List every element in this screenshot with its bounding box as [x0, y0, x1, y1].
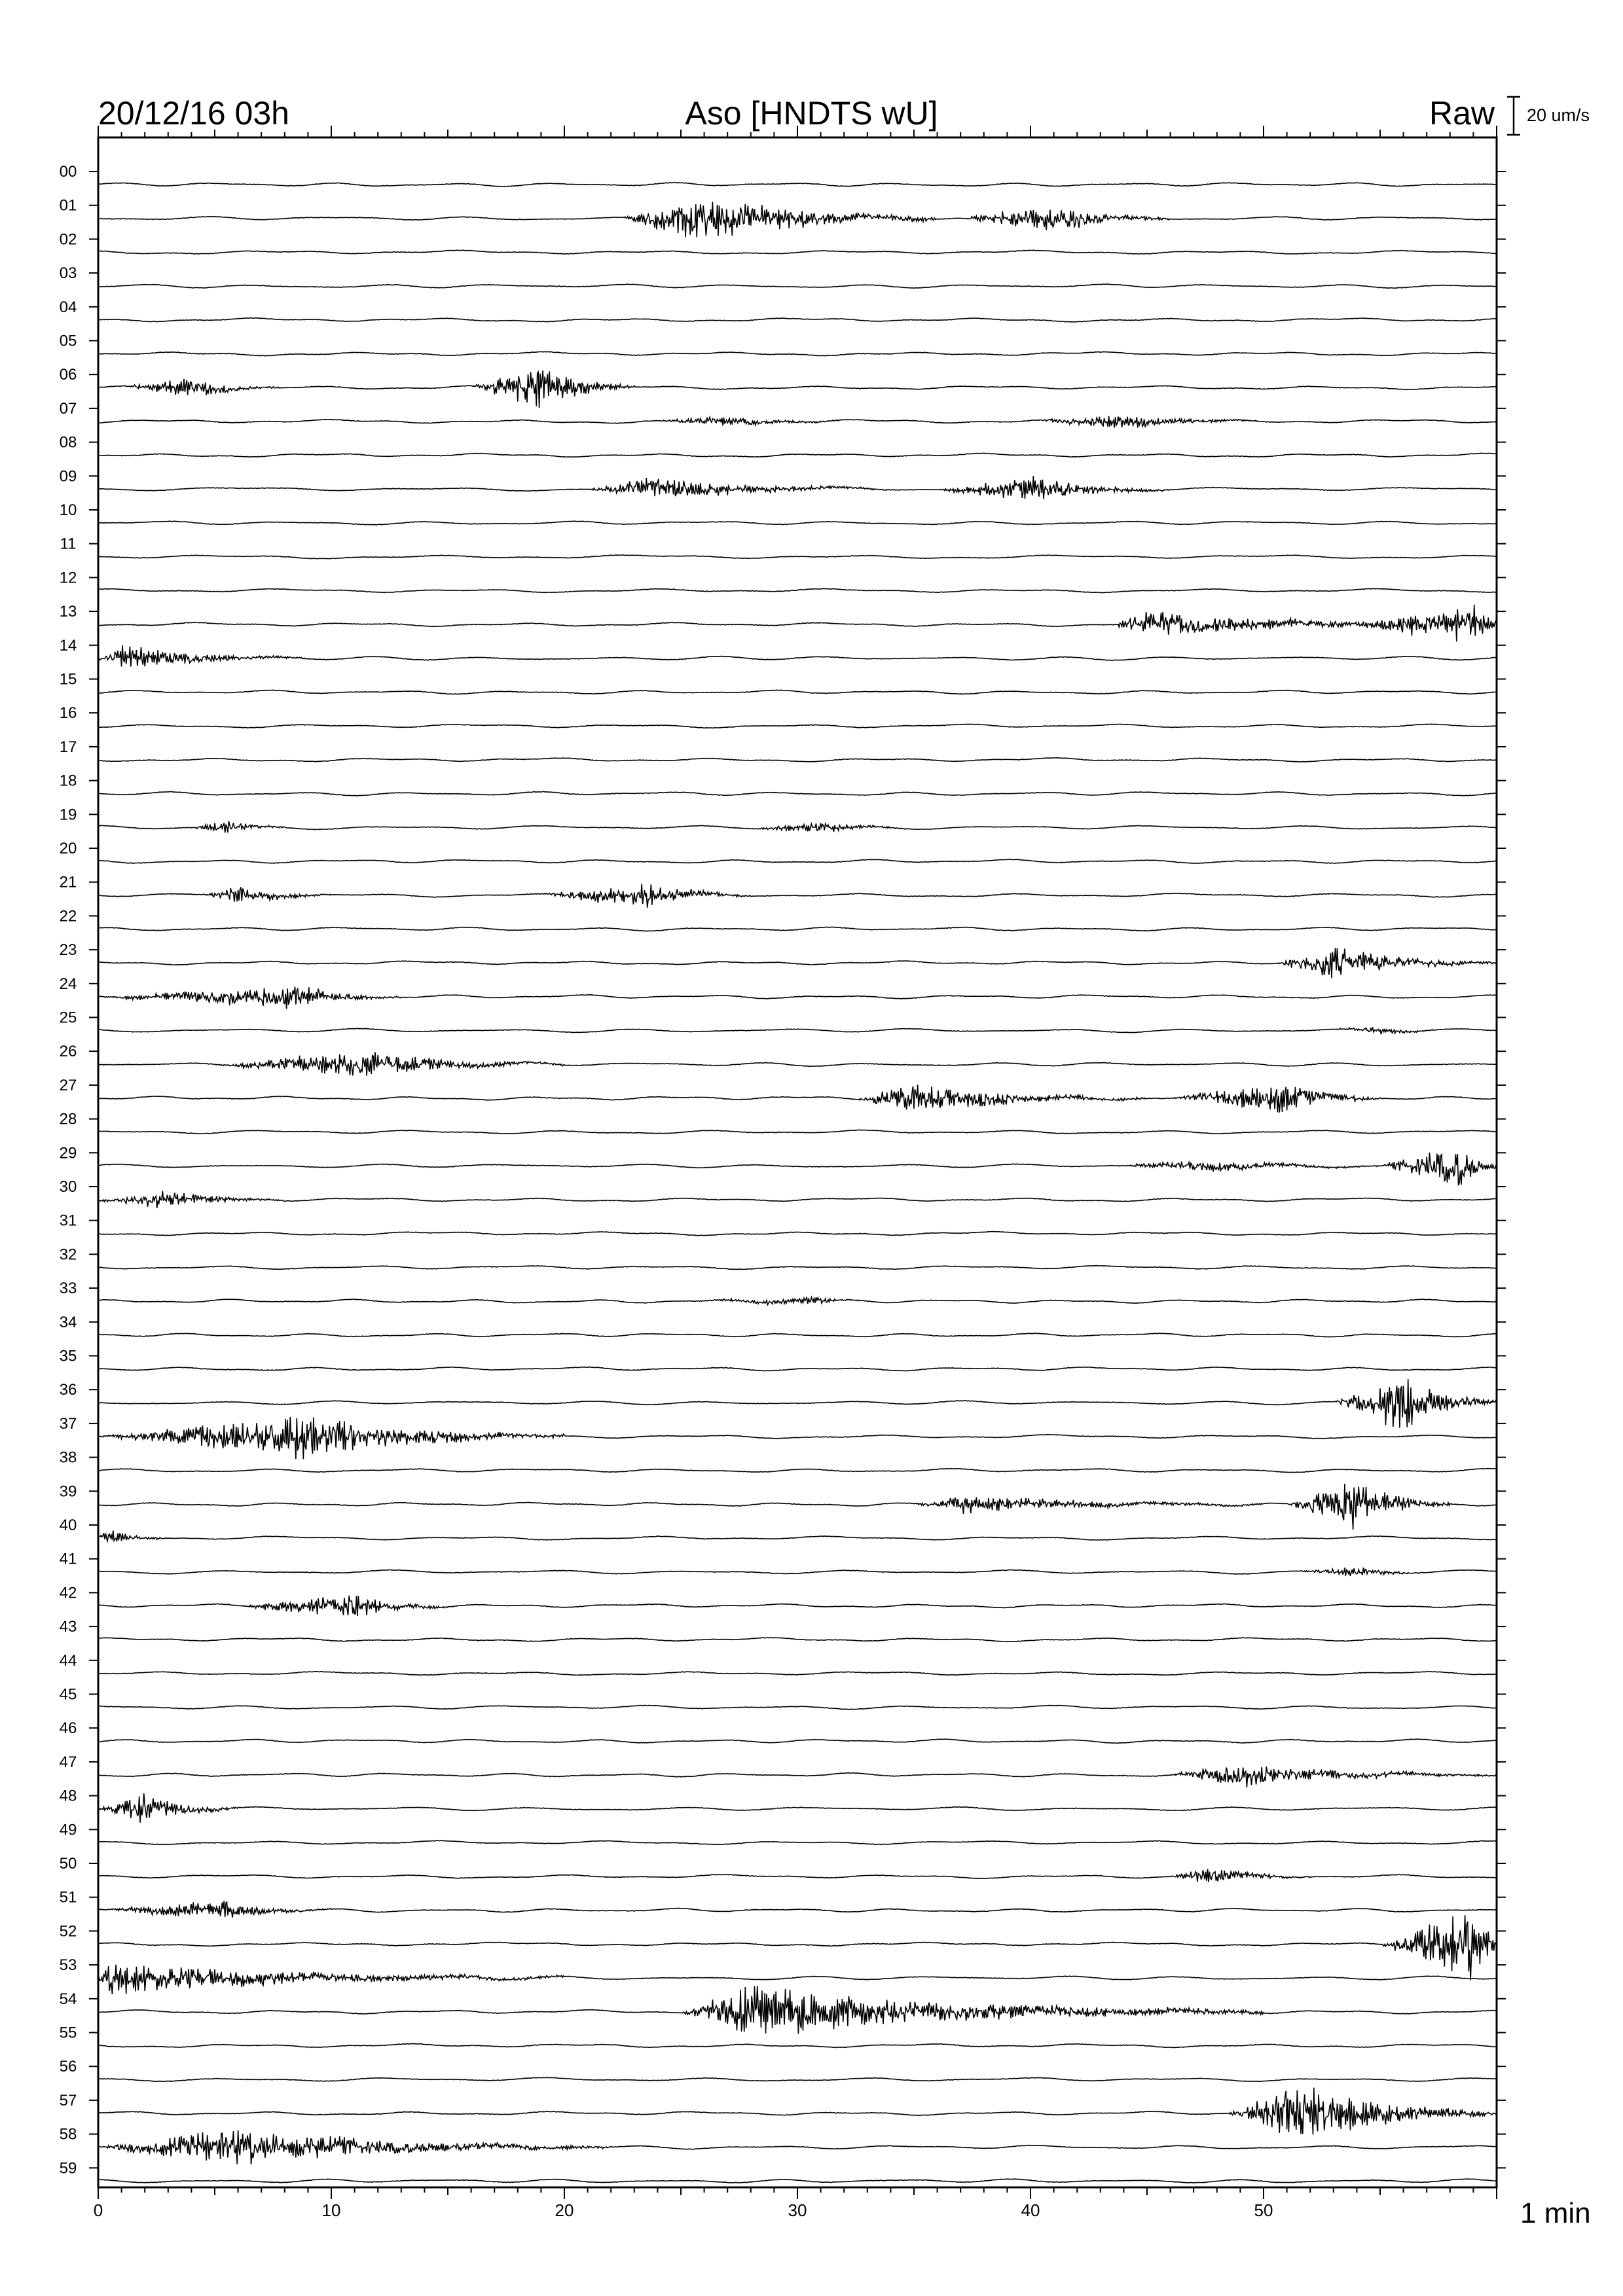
y-tick-label: 04 [59, 298, 77, 316]
y-tick-label: 09 [59, 467, 77, 486]
y-tick-label: 51 [59, 1888, 77, 1907]
trace-40 [98, 1530, 1497, 1541]
y-tick-label: 05 [59, 332, 77, 350]
trace-13 [98, 605, 1497, 641]
trace-19 [98, 821, 1497, 833]
y-tick-label: 33 [59, 1280, 77, 1298]
trace-46 [98, 1739, 1497, 1743]
trace-03 [98, 284, 1497, 288]
trace-01 [98, 202, 1497, 237]
y-tick-label: 01 [59, 196, 77, 215]
y-tick-label: 45 [59, 1685, 77, 1704]
y-tick-label: 14 [59, 636, 77, 655]
station-title: Aso [HNDTS wU] [685, 95, 938, 132]
trace-group [98, 183, 1497, 2183]
y-tick-label: 52 [59, 1922, 77, 1941]
trace-32 [98, 1266, 1497, 1270]
x-axis-unit-label: 1 min [1520, 2197, 1591, 2229]
y-tick-label: 23 [59, 941, 77, 960]
y-tick-label: 12 [59, 569, 77, 587]
x-tick-label: 50 [1254, 2200, 1273, 2220]
trace-41 [98, 1568, 1497, 1576]
trace-37 [98, 1417, 1497, 1460]
trace-51 [98, 1901, 1497, 1917]
y-tick-label: 30 [59, 1178, 77, 1196]
y-tick-label: 29 [59, 1144, 77, 1162]
trace-28 [98, 1130, 1497, 1134]
trace-08 [98, 453, 1497, 457]
trace-39 [98, 1484, 1497, 1530]
trace-26 [98, 1052, 1497, 1075]
trace-29 [98, 1153, 1497, 1185]
y-tick-label: 53 [59, 1956, 77, 1975]
y-tick-label: 42 [59, 1584, 77, 1602]
trace-10 [98, 521, 1497, 525]
y-tick-label: 00 [59, 163, 77, 181]
y-tick-label: 06 [59, 366, 77, 384]
trace-05 [98, 351, 1497, 356]
trace-23 [98, 948, 1497, 978]
y-tick-label: 31 [59, 1211, 77, 1230]
y-tick-label: 26 [59, 1043, 77, 1061]
trace-59 [98, 2179, 1497, 2183]
trace-14 [98, 645, 1497, 667]
trace-42 [98, 1596, 1497, 1616]
y-tick-label: 50 [59, 1855, 77, 1873]
y-tick-label: 55 [59, 2024, 77, 2042]
y-tick-label: 21 [59, 873, 77, 891]
y-tick-label: 27 [59, 1076, 77, 1094]
axis-group [60, 126, 1506, 2220]
y-tick-label: 32 [59, 1246, 77, 1264]
trace-11 [98, 555, 1497, 559]
y-tick-label: 08 [59, 433, 77, 452]
trace-04 [98, 318, 1497, 322]
x-tick-label: 0 [93, 2200, 103, 2220]
y-tick-label: 57 [59, 2091, 77, 2109]
y-tick-label: 56 [59, 2058, 77, 2076]
trace-16 [98, 724, 1497, 728]
trace-33 [98, 1297, 1497, 1305]
trace-54 [98, 1986, 1497, 2034]
trace-27 [98, 1085, 1497, 1112]
datetime-label: 20/12/16 03h [98, 95, 289, 132]
trace-06 [98, 370, 1497, 408]
scale-label: 20 um/s [1527, 105, 1590, 125]
x-tick-label: 10 [321, 2200, 341, 2220]
y-tick-label: 17 [59, 738, 77, 756]
trace-09 [98, 476, 1497, 499]
y-tick-label: 59 [59, 2159, 77, 2178]
trace-56 [98, 2077, 1497, 2081]
y-tick-label: 28 [59, 1110, 77, 1128]
trace-02 [98, 250, 1497, 254]
trace-07 [98, 416, 1497, 428]
y-tick-label: 22 [59, 907, 77, 925]
y-tick-label: 10 [59, 501, 77, 519]
y-tick-label: 36 [59, 1381, 77, 1399]
trace-44 [98, 1672, 1497, 1676]
y-tick-label: 25 [59, 1009, 77, 1027]
y-tick-label: 02 [59, 230, 77, 249]
y-tick-label: 40 [59, 1516, 77, 1534]
trace-17 [98, 758, 1497, 762]
trace-24 [98, 987, 1497, 1009]
y-tick-label: 16 [59, 704, 77, 723]
trace-55 [98, 2043, 1497, 2047]
y-tick-label: 37 [59, 1414, 77, 1433]
x-tick-label: 40 [1021, 2200, 1040, 2220]
trace-21 [98, 884, 1497, 908]
y-tick-label: 38 [59, 1448, 77, 1467]
y-tick-label: 11 [60, 535, 77, 553]
trace-00 [98, 183, 1497, 187]
trace-52 [98, 1915, 1497, 1980]
trace-45 [98, 1705, 1497, 1709]
trace-48 [98, 1793, 1497, 1823]
trace-25 [98, 1027, 1497, 1034]
trace-20 [98, 859, 1497, 863]
y-tick-label: 24 [59, 975, 77, 993]
y-tick-label: 18 [59, 772, 77, 790]
trace-47 [98, 1767, 1497, 1787]
y-tick-label: 07 [59, 399, 77, 418]
y-tick-label: 58 [59, 2125, 77, 2144]
y-tick-label: 34 [59, 1313, 77, 1331]
y-tick-label: 20 [59, 840, 77, 857]
y-tick-label: 48 [59, 1787, 77, 1805]
trace-34 [98, 1333, 1497, 1337]
y-tick-label: 19 [59, 806, 77, 824]
y-tick-label: 44 [59, 1651, 77, 1670]
trace-18 [98, 792, 1497, 796]
trace-35 [98, 1367, 1497, 1371]
trace-12 [98, 588, 1497, 592]
trace-36 [98, 1379, 1497, 1427]
y-tick-label: 39 [59, 1482, 77, 1501]
y-tick-label: 41 [59, 1550, 77, 1568]
y-tick-label: 43 [59, 1618, 77, 1636]
y-tick-label: 03 [59, 264, 77, 283]
trace-38 [98, 1469, 1497, 1473]
x-tick-label: 30 [788, 2200, 807, 2220]
trace-50 [98, 1869, 1497, 1882]
trace-53 [98, 1965, 1497, 1994]
y-tick-label: 35 [59, 1347, 77, 1365]
trace-57 [98, 2088, 1497, 2135]
y-tick-label: 49 [59, 1821, 77, 1839]
y-tick-label: 46 [59, 1719, 77, 1738]
mode-label: Raw [1429, 95, 1495, 132]
trace-49 [98, 1840, 1497, 1844]
plot-frame [98, 137, 1497, 2187]
y-tick-label: 15 [59, 670, 77, 689]
trace-58 [98, 2130, 1497, 2164]
trace-15 [98, 690, 1497, 694]
trace-22 [98, 927, 1497, 931]
y-tick-label: 13 [59, 603, 77, 621]
y-tick-label: 47 [59, 1753, 77, 1771]
trace-30 [98, 1191, 1497, 1208]
trace-31 [98, 1232, 1497, 1236]
x-tick-label: 20 [555, 2200, 574, 2220]
trace-43 [98, 1638, 1497, 1641]
y-tick-label: 54 [59, 1990, 77, 2008]
